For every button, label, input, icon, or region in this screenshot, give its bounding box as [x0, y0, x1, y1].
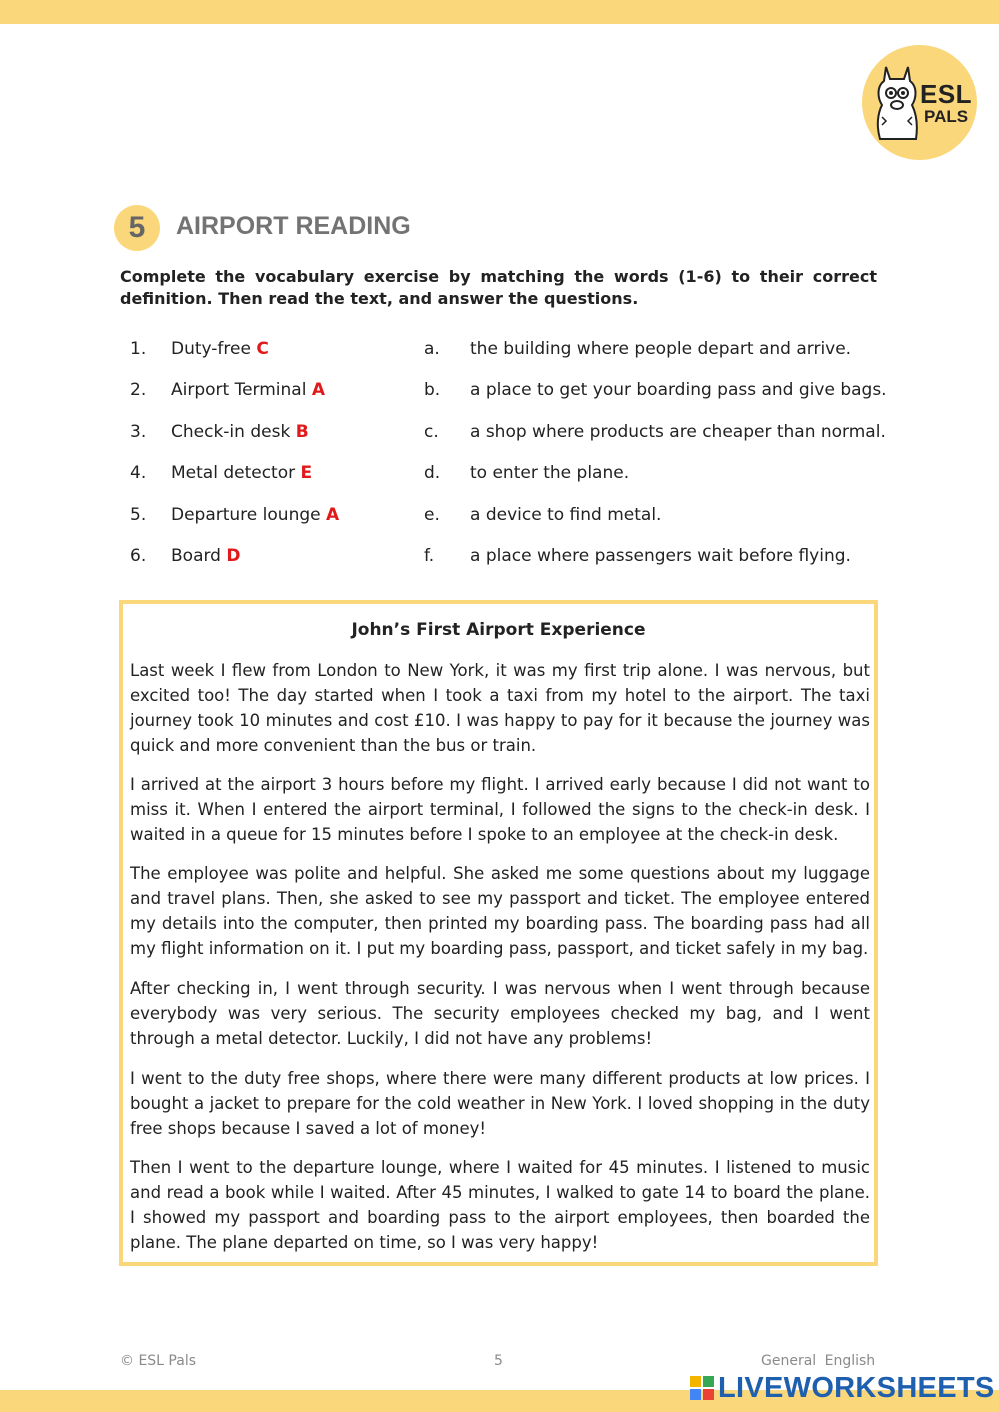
- footer-page-number: 5: [494, 1353, 503, 1369]
- vocab-number: 6.: [130, 546, 147, 566]
- vocab-word: [171, 463, 312, 483]
- vocab-number: 1.: [130, 339, 147, 359]
- definition-letter: a.: [424, 339, 440, 359]
- definition-text: the building where people depart and arrive.: [470, 339, 852, 359]
- vocab-answer: C: [256, 339, 269, 359]
- definition-text: a device to find metal.: [470, 505, 662, 525]
- vocab-row: [0, 380, 999, 404]
- definition-letter: b.: [424, 380, 441, 400]
- vocab-answer: E: [300, 463, 313, 483]
- definition-text: to enter the plane.: [470, 463, 630, 483]
- section-number: 5: [114, 205, 160, 251]
- definition-letter: d.: [424, 463, 441, 483]
- story-title: John’s First Airport Experience: [351, 620, 646, 640]
- vocab-answer: D: [226, 546, 241, 566]
- footer-course: General English: [761, 1353, 876, 1369]
- vocab-word: [171, 380, 325, 400]
- vocab-row: [0, 505, 999, 529]
- vocab-number: 4.: [130, 463, 147, 483]
- vocab-row: [0, 422, 999, 446]
- vocab-word: [171, 505, 339, 525]
- llama-icon: [872, 65, 922, 143]
- definition-text: a place to get your boarding pass and give bags.: [470, 380, 887, 400]
- top-accent-bar: [0, 0, 999, 24]
- story-paragraph: I went to the duty free shops, where there were many different products at low prices. I bought a jacket to prepare for the cold weather in New York. I loved shopping in the duty free shops because I saved a lot of money!: [130, 1069, 870, 1138]
- vocab-number: 3.: [130, 422, 147, 442]
- vocab-word: [171, 546, 241, 566]
- footer-copyright: © ESL Pals: [120, 1353, 197, 1369]
- vocab-word-text: Airport Terminal: [171, 380, 307, 400]
- story-paragraph: Last week I flew from London to New York, it was my first trip alone. I was nervous, but excited too! The day started when I took a taxi from my hotel to the airport. The taxi journey took 10 minutes and cost £10. I was happy to pay for it because the journey was quick and more convenient than the bus or train.: [130, 661, 870, 755]
- vocab-row: [0, 546, 999, 570]
- vocab-answer: A: [326, 505, 340, 525]
- liveworksheets-text: LIVEWORKSHEETS: [718, 1372, 995, 1404]
- definition-letter: e.: [424, 505, 440, 525]
- vocab-answer: B: [295, 422, 309, 442]
- reading-text-box: [119, 600, 878, 1266]
- definition-letter: c.: [424, 422, 439, 442]
- vocab-answer: A: [311, 380, 326, 400]
- vocab-word-text: Metal detector: [171, 463, 296, 483]
- section-title: AIRPORT READING: [176, 212, 411, 240]
- story-paragraph: Then I went to the departure lounge, where I waited for 45 minutes. I listened to music and read a book while I waited. After 45 minutes, I walked to gate 14 to board the plane. I showed my passport and boarding pass to the airport employees, then boarded the plane. The plane departed on time, so I was very happy!: [130, 1158, 870, 1252]
- vocab-word-text: Departure lounge: [171, 505, 321, 525]
- vocab-number: 2.: [130, 380, 147, 400]
- logo-text-pals: PALS: [924, 107, 969, 126]
- definition-text: a shop where products are cheaper than normal.: [470, 422, 886, 442]
- definition-text: a place where passengers wait before flying.: [470, 546, 851, 566]
- vocab-number: 5.: [130, 505, 147, 525]
- vocab-word-text: Check-in desk: [171, 422, 291, 442]
- vocab-row: [0, 463, 999, 487]
- vocab-word-text: Board: [171, 546, 221, 566]
- vocab-word: [171, 339, 269, 359]
- vocab-word: [171, 422, 309, 442]
- story-paragraph: I arrived at the airport 3 hours before my flight. I arrived early because I did not want to miss it. When I entered the airport terminal, I followed the signs to the check-in desk. I waited in a queue for 15 minutes before I spoke to an employee at the check-in desk.: [130, 775, 870, 844]
- instructions: Complete the vocabulary exercise by matching the words (1-6) to their correct definition. Then read the text, and answer the questions.: [120, 267, 877, 308]
- esl-pals-logo: [862, 45, 977, 160]
- vocab-row: [0, 339, 999, 363]
- story-paragraph: After checking in, I went through security. I was nervous when I went through because everybody was very serious. The security employees checked my bag, and I went through a metal detector. Luckily, I did not have any problems!: [130, 979, 870, 1048]
- liveworksheets-logo-icon: [690, 1376, 714, 1400]
- vocab-word-text: Duty-free: [171, 339, 251, 359]
- story-paragraph: The employee was polite and helpful. She asked me some questions about my luggage and travel plans. Then, she asked to see my passport and ticket. The employee entered my details into the computer, then printed my boarding pass. The boarding pass had all my flight information on it. I put my boarding pass, passport, and ticket safely in my bag.: [130, 864, 870, 958]
- definition-letter: f.: [424, 546, 435, 566]
- logo-text-esl: ESL: [920, 79, 973, 109]
